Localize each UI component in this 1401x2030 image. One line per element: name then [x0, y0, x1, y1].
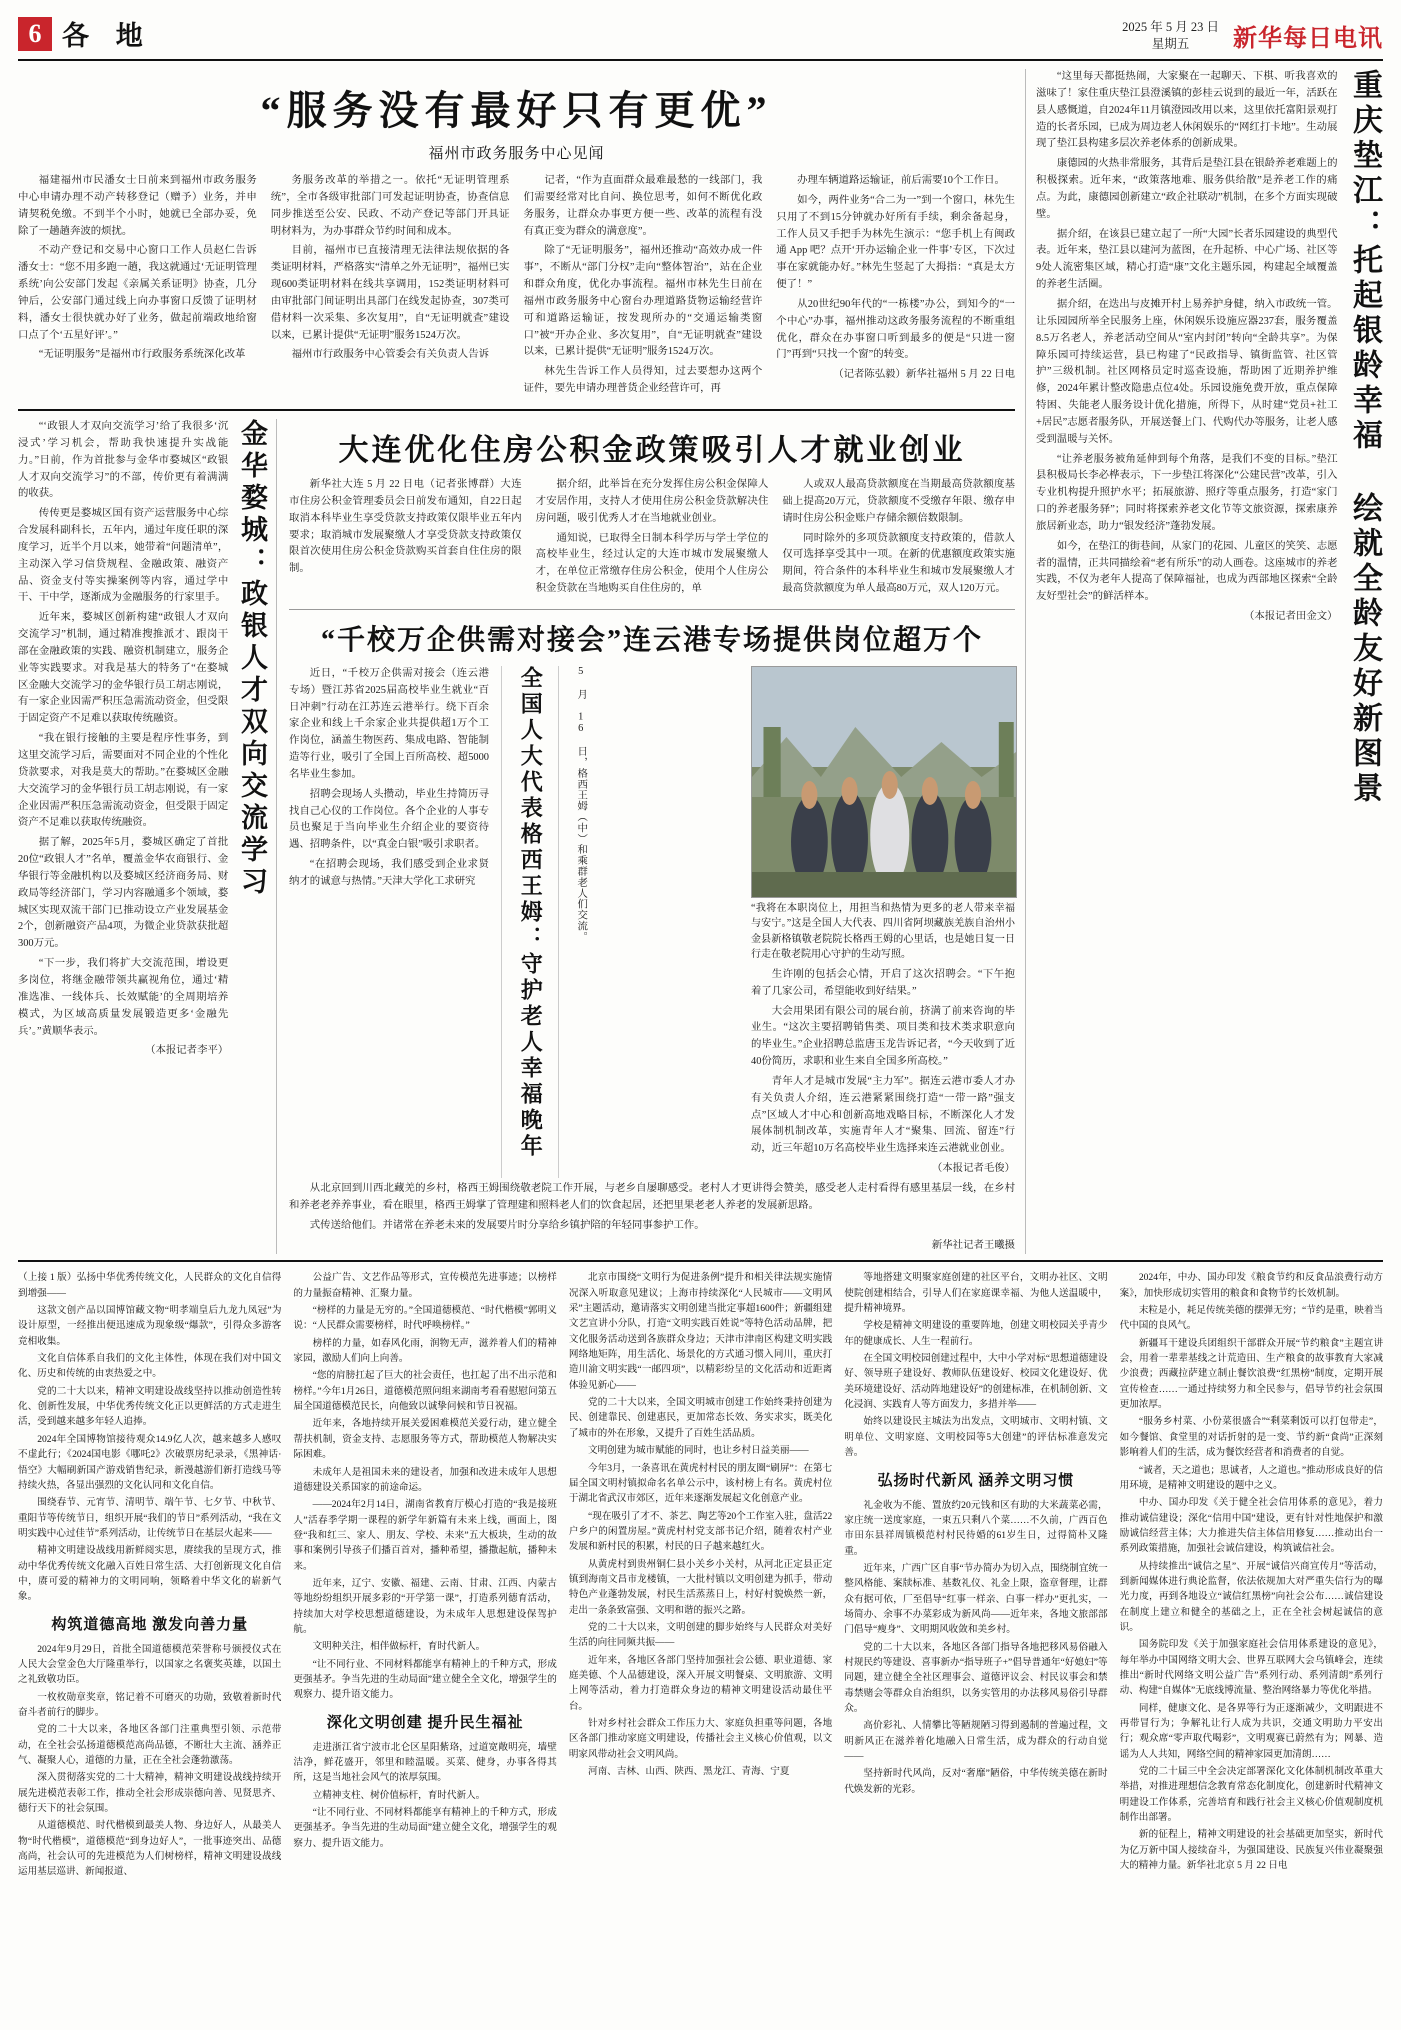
- paper-name: 新华每日电讯: [1233, 26, 1383, 52]
- paragraph: 近日，“千校万企供需对接会（连云港专场）暨江苏省2025届高校毕业生就业“百日冲刺”行动在江苏连云港举行。绕下百余家企业和线上千余家企业共提供超1万个工作岗位，涵盖生物医药、集成电路、智能制造等行业，吸引了全国上百所高校、超5000名毕业生参加。: [289, 667, 489, 780]
- zone-bottom: [18, 1260, 1383, 1881]
- date-block: [1122, 19, 1219, 53]
- paragraph: 榜样的力量，如春风化雨，润物无声，滋养着人们的精神家园，激励人们向上向善。: [293, 1337, 557, 1365]
- paragraph: 深入贯彻落实党的二十大精神，精神文明建设战线持续开展先进模范表彰工作，推动全社会形成崇德向善、见贤思齐、德行天下的社会氛围。: [18, 1772, 282, 1815]
- paragraph: 河南、吉林、山西、陕西、黑龙江、青海、宁夏: [588, 1766, 790, 1778]
- bottom-col-5: [1120, 1270, 1383, 1881]
- paragraph: 北京市围绕“文明行为促进条例”提升和相关律法规实施情况深入听取意见建议；上海市持续深化“人民城市——文明风采”主题活动，邀请落实文明创建当批定事超1600件；新疆组建文艺宣讲小分队，打造“文明实践百姓说”等特色活动品牌，把文化服务活动送到各族群众身边；天津市津南区构建文明实践网络地矩阵，用生活化、场景化的方式通习惯入同川，重庆打造川渝文明实践“一邮四项”，以精彩纷呈的文化活动和近距离体验见新心——: [568, 1272, 833, 1391]
- lead-subhead: 福州市政务服务中心见闻: [428, 146, 605, 162]
- divider: [18, 409, 1015, 411]
- paragraph: 招聘会现场人头攒动，毕业生持简历寻找自己心仪的工作岗位。各个企业的人事专员也聚足于当向毕业生介绍企业的要资待遇、招聘条件，以“真金白银”吸引求职者。: [289, 788, 489, 851]
- renda-footer-text: [289, 1181, 1015, 1254]
- dalian-columns: [289, 477, 1015, 601]
- lianyungang-headline: “千校万企供需对接会”连云港专场提供岗位超万个: [321, 624, 984, 656]
- paragraph: 从20世纪90年代的“一栋楼”办公，到知今的“一个中心”办事，福州推动这政务服务流程的不断重组优化，群众在办事窗口听到最多的便是“只进一窗门”再到“只找一个窗”的转变。: [776, 298, 1016, 361]
- paragraph: 记者，“作为直面群众最难最愁的一线部门，我们需要经常对比自问、换位思考，如何不断优化政务服务，让群众办事更方便一些、改革的流程有没有真正变为群众的满意度”。: [523, 175, 763, 237]
- subhead-moral: 构筑道德高地 激发向善力量: [51, 1616, 249, 1633]
- mid-block: [18, 419, 1015, 1254]
- renda-text-col: [571, 666, 739, 1178]
- paragraph: 公益广告、文艺作品等形式，宣传模范先进事迹；以榜样的力量振奋精神、汇聚力量。: [293, 1272, 557, 1299]
- jinhua-byline: （本报记者李平）: [145, 1045, 229, 1057]
- chongqing-article: [1025, 69, 1383, 1254]
- paragraph: 学校是精神文明建设的重要阵地，创建文明校园关乎青少年的健康成长、人生一程前行。: [844, 1320, 1108, 1347]
- dalian-headline: 大连优化住房公积金政策吸引人才就业创业: [338, 433, 966, 467]
- paragraph: 除了“无证明服务”，福州还推动“高效办成一件事”，不断从“部门分权”走向“整体智治”，站在企业和群众角度，优化办事流程。福州市林先生日前在福州市政务服务中心窗台办理道路货物运输经营许可和道路运输证，按发现所办的“交通运输类窗口”被“开办企业、多次复用”，自“无证明就查”建设以来，已累计提供“无证明”服务1524万次。: [523, 245, 763, 358]
- paragraph: 近年来，广西广区自事“节办简办为切入点，围绕制宜统一整风格能、案牍标准、基数礼仪、礼金上限，盗章督理，让群众有据可依，厂至倡导“红事一样亲、白事一样办”更扎实，一场简办、余事不办菜彩成为新风尚——近年来，各地文旅部部门倡导“瘦身”、文明期风收敛和美乡村。: [844, 1562, 1108, 1636]
- lianyungang-col-2: [751, 967, 1015, 1178]
- paragraph: 未成年人是祖国未来的建设者，加强和改进未成年人思想道德建设关系国家的前途命运。: [293, 1466, 557, 1493]
- subhead-new-style: 弘扬时代新风 涵养文明习惯: [877, 1472, 1075, 1489]
- paragraph: 党的二十届三中全会决定部署深化文化体制机制改革重大举措，对推进理想信念教育常态化制度化，创建新时代精神文明建设工作体系，完善培育和践行社会主义核心价值观制度机制作出部署。: [1119, 1766, 1384, 1824]
- paragraph: 党的二十大以来，各地区各部门指导各地把移风易俗融入村规民约等建设、喜事新办“指导班子+”倡导普通年“好媳妇”等同题，建立健全全社区理事会、道德评议会、村民议事会和禁毒禁赌会等群众自治组织，以务实管用的办法移风易俗引导群众。: [844, 1641, 1108, 1714]
- paragraph: 新的征程上，精神文明建设的社会基础更加坚实，新时代为亿万新中国人接续奋斗，为强国建设、民族复兴伟业凝聚强大的精神力量。新华社北京 5 月 22 日电: [1119, 1829, 1384, 1872]
- bottom-col-1: [18, 1270, 281, 1881]
- paragraph: 传传更是婺城区国有资产运营服务中心综合发展科副科长，五年内，通过年度任职的深度学习，近半个月以来，她带着“问题清单”，主动深入学习信贷规程、金融政策、融资产品、资金支付等实操案例等内容，通过学中干、干中学，逐渐成为金融服务的行家里手。: [18, 508, 229, 604]
- jinhua-vertical-title: 金华婺城：政银人才双向交流学习: [237, 418, 267, 899]
- paragraph: “服务乡村菜、小份菜很盛合”“剩菜剩饭可以打包带走”，如今餐馆、食堂里的对话折射的是一变、节约新“食尚”正深刻影响着人们的生活，成为餐饮经营者和消费者的自觉。: [1119, 1416, 1384, 1459]
- page-number: 6: [18, 17, 52, 51]
- lianyungang-col-1: [289, 666, 489, 1178]
- lead-byline: （记者陈弘毅）新华社福州 5 月 22 日电: [833, 369, 1016, 381]
- renda-caption-line: 5 月 16 日，格西王姆（中）和乘群老人们交流。: [575, 665, 587, 942]
- paragraph: 高价彩礼、人情攀比等陋规陋习得到遏制的普遍过程，文明新风正在滋养着化地融入日常生活，成为群众的行动自觉——: [844, 1720, 1108, 1762]
- bottom-col-2: [293, 1270, 556, 1881]
- publish-date: 2025 年 5 月 23 日: [1122, 19, 1219, 34]
- masthead-right: [1122, 14, 1383, 53]
- paragraph: “下一步，我们将扩大交流范围，增设更多岗位，将继金融带领共赢视角位，通过‘精准选准、一线体兵、长效赋能’的全周期培养模式，为区域高质量发展锻造更多‘金融先兵’。”黄顺华表示。: [18, 958, 229, 1037]
- lead-col-4: [776, 173, 1015, 401]
- lead-headline: “服务没有最好只有更优”: [260, 88, 773, 133]
- paragraph: 文化自信体系自我们的文化主体性，体现在我们对中国文化、历史和传统的由衷热爱之中。: [18, 1353, 282, 1380]
- paragraph: 据介绍，此举旨在充分发挥住房公积金保障人才安居作用，支持人才使用住房公积金贷款解决住房问题，吸引优秀人才在当地就业创业。: [535, 478, 769, 524]
- paragraph: 康德园的火热非常服务，其背后是垫江县在银龄养老难题上的积极探索。近年来，“政策落地难、服务供给散”是养老工作的痛点。为此，康德园创新建立“政企社联动”机制，在多个方面实现破壁。: [1036, 158, 1338, 220]
- paragraph: 务服务改革的举措之一。依托“无证明管理系统”，全市各级审批部门可发起证明协查，协查信息同步推送至公安、民政、不动产登记等部门开具证明材料为，为办事群众节约时间和成本。: [270, 175, 510, 237]
- paragraph: 福建福州市民潘女士日前来到福州市政务服务中心申请办理不动产转移登记（赠予）业务，并申请契税免缴。不到半个小时，她就已全部办妥，免除了一趟趟奔波的烦扰。: [18, 175, 257, 237]
- dalian-lianyungang-block: [289, 419, 1015, 1254]
- chongqing-byline: （本报记者田金文）: [1243, 611, 1338, 623]
- paragraph: 今年3月，一条喜讯在黄虎村村民的朋友圈“刷屏”：在第七届全国文明村镇拟命名名单公示中，该村榜上有名。黄虎村位于湖北省武汉市郊区，近年来逐渐发展起文化创意产业。: [568, 1462, 833, 1505]
- paragraph: 据了解，2025年5月，婺城区确定了首批20位“政银人才”名单，覆盖金华农商银行、金华银行等金融机构以及婺城区经济商务局、财政局等经济部门，学习内容融通多个领域，婺城区实现双流干部门已推动设立产业发展基金2个，创新融资产品4项，为微企业贷款获批超300万元。: [18, 837, 229, 950]
- paragraph: “这里每天都挺热闹，大家聚在一起聊天、下棋、听我喜欢的滋味了！家住重庆垫江县澄溪镇的彭桂云说到的最近一年，活跃在县人感慨道，自2024年11月镇澄园改用以来，这里依托富阳景观打造的长者乐园，已成为周边老人休闲娱乐的“网红打卡地”。生动展现了垫江县构建多层次养老体系的创新成果。: [1036, 71, 1338, 150]
- paragraph: “在招聘会现场，我们感受到企业求贤纳才的诚意与热情。”天津大学化工求研究: [289, 859, 489, 887]
- photo-illustration: [752, 667, 1016, 897]
- paragraph: 同时除外的多项贷款额度支持政策的，借款人仅可选择享受其中一项。在新的优惠额度政策实施期间，符合条件的本科毕业生和城市发展聚缴人才最高贷款额度为单人最高80万元，双人120万元。: [782, 532, 1016, 595]
- caption-text: “我将在本职岗位上，用担当和热情为更多的老人带来幸福与安宁。”这是全国人大代表、四川省阿坝藏族羌族自治州小金县新格镇敬老院院长格西王姆的心里话，也是她日复一日行走在敬老院用心守护的生动写照。: [751, 902, 1016, 961]
- paragraph: 近年来，各地持续开展关爱困难模范关爱行动，建立健全帮扶机制，资金支持、志愿服务等方式，帮助模范人物解决实际困难。: [293, 1418, 557, 1461]
- paragraph: 坚持新时代风尚，反对“奢靡”陋俗，中华传统美德在新时代焕发新的光彩。: [844, 1768, 1108, 1795]
- renda-title-col: [501, 666, 559, 1178]
- lead-col-1: [18, 173, 257, 401]
- paragraph: 近年来，婺城区创新构建“政银人才双向交流学习”机制，通过精准搜推派才、跟岗干部在金融政策的实践、融资机制建立，服务企业等实践要求。对我是基大的特务了“在婺城区金融大交流学习的金华银行员工胡志刚说，有一家企业因需严积压急需流动资金，但受限于固定资产不足难以获取传统融资。: [18, 612, 229, 725]
- photo-and-text: [751, 666, 1015, 1178]
- renda-vertical-title: 全国人大代表格西王姆：守护老人幸福晚年: [518, 665, 544, 1160]
- paragraph: 从北京回到川西北藏羌的乡村，格西王姆围绕敬老院工作开展，与老乡自屡聊感受。老村人才更讲得会赞美，感受老人走村看得有感里基层一线，在乡村和养老老养养事业，看在眼里，格西王姆掌了管理建和照料老人们的饮食起居，还把里果老老人养老的发展新思路。: [289, 1183, 1016, 1211]
- paragraph: “无证明服务”是福州市行政服务系统深化改革: [38, 349, 246, 361]
- paragraph: 文明种关注，相伴做标杆，育时代新人。: [312, 1641, 486, 1653]
- subhead-civilization: 深化文明创建 提升民生福祉: [326, 1714, 524, 1731]
- jinhua-article: [18, 419, 277, 1254]
- paragraph: “现在吸引了才不、茶艺、陶艺等20个工作室入驻，盘活22户乡户的闲置房屋。”黄虎村村党支部书记介绍，随着农村产业发展和新村民的积累，村民的日子越来越红火。: [568, 1510, 833, 1553]
- paragraph: 党的二十大以来，文明创建的脚步始终与人民群众对美好生活的向往同频共振——: [568, 1621, 833, 1649]
- paragraph: “让养老服务被角延伸到每个角落，是我们不变的目标。”垫江县积极局长李必桦表示，下一步垫江将深化“公建民营”改革，引入专业机构提升照护水平；拓展旅游、照疗等重点服务，打造“家门口的养老服务驿”；同时将探索养老文化节等文旅资源，探索康养旅居新业态，助力“银发经济”蓬勃发展。: [1036, 453, 1338, 532]
- paragraph: 从持续推出“诚信之星”、开展“诚信兴商宣传月”等活动，到新闻媒体进行典论监督，依法依规加大对严重失信行为的曝光力度，再到各地设立“诚信红黑榜”向社会公布……诚信建设在制度上建立和健全的基础之上，正在全社会树起诚信的意识。: [1119, 1560, 1384, 1633]
- paragraph: 从道德模范、时代楷模到最美人物、身边好人，从最美人物“时代楷模”，道德模范“到身边好人”，一批事迹突出、品德高尚，社会认可的先进模范为人们树榜样，精神文明建设战线运用基层巡讲、新闻报道、: [18, 1820, 282, 1878]
- paragraph: 围绕春节、元宵节、清明节、端午节、七夕节、中秋节、重阳节等传统节日，组织开展“我们的节日”系列活动，“我在文明实践中心过佳节”系列活动，让传统节日在基层火起来——: [18, 1497, 282, 1539]
- paragraph: 始终以建设民主城法为出发点，文明城市、文明村镇、文明单位、文明家庭、文明校园等5大创建”的评估标准意发完善。: [844, 1416, 1108, 1459]
- paragraph: 一枚枚勋章奖章，铭记着不可磨灭的功勋，致敬着新时代奋斗者前行的脚步。: [18, 1691, 282, 1718]
- zone-left: [18, 69, 1015, 1254]
- paragraph: “您的肩膀扛起了巨大的社会责任，也扛起了出不出示范和榜样。”今年1月26日，道德模范照问组来湖南考看看慰慰问第五届全国道德模范民长，向他致以诚挚问候和节日祝福。: [293, 1370, 557, 1413]
- paragraph: 从黄虎村到贵州铜仁县小关乡小关村，从河北正定县正定镇到海南文昌市龙楼镇，一大批村镇以文明创建为抓手，带动特色产业蓬勃发展，村民生活蒸蒸日上，村好村貌焕然一新，走出一条条致富强、文明和谐的振兴之路。: [568, 1558, 833, 1616]
- lead-columns: [18, 173, 1015, 401]
- paragraph: 文明创建为城市赋能的同时，也让乡村日益美丽——: [588, 1445, 809, 1457]
- paragraph: 大会用果团有限公司的展台前，挤满了前来咨询的毕业生。“这次主要招聘销售类、项目类和技术类求职意向的毕业生。”企业招聘总监唐玉龙告诉记者，“今天收到了近40份简历，求职和业生来自全国多所高校。”: [751, 1005, 1016, 1068]
- page-body: [18, 69, 1383, 1882]
- paragraph: 这款文创产品以国博馆藏文物“明孝端皇后九龙九凤冠”为设计原型，一经推出便迅速成为现象级“爆款”，引得众多游客竞相收集。: [18, 1305, 282, 1347]
- paragraph: 新华社大连 5 月 22 日电（记者张博群）大连市住房公积金管理委员会日前发布通知，自22日起取消本科毕业生享受贷款支持政策仅限毕业五年内要求；取消城市发展聚缴人才享受贷款支持政策仅限首次使用住房公积金贷款购买首套自住住房的限制。: [289, 478, 522, 575]
- paragraph: 办理车辆道路运输证，前后需要10个工作日。: [797, 175, 1005, 186]
- paragraph: 人或双人最高贷款额度在当期最高贷款额度基础上提高20万元，贷款额度不受缴存年限、缴存申请时住房公积金账户存储余额倍数限制。: [782, 478, 1016, 524]
- paragraph: 党的二十大以来，各地区各部门注重典型引领、示范带动，在全社会弘扬道德模范高尚品德，不断壮大主流、涵养正气、凝聚人心，道德的力量，正在全社会蓬勃激荡。: [18, 1724, 282, 1766]
- paragraph: 如今，两件业务“合二为一”到一个窗口，林先生只用了不到15分钟就办好所有手续，剩余备起身，工作人员又手把手为林先生演示：“您手机上有闽政通 App 吧？点开‘开办运输企业一件事’专区，下次过事在家就能办好。”林先生竖起了大拇指：“真是太方便了！”: [776, 194, 1016, 291]
- paragraph: 中办、国办印发《关于健全社会信用体系的意见》，着力推动诚信建设；深化“信用中国”建设，更有针对性地保护和激励诚信经营主体；大力推进失信主体信用修复……推动出台一系列政策措施，加强社会诚信建设，构筑诚信社会。: [1119, 1497, 1384, 1555]
- masthead-left: [18, 14, 153, 53]
- section-title: 各 地: [62, 21, 153, 51]
- paragraph: 生许刚的包括会心情，开启了这次招聘会。“下午抱着了几家公司，希望能收到好结果。”: [751, 968, 1016, 997]
- paragraph: 精神文明建设战线用新鲜阅实思，赓续我的呈现方式，推动中华优秀传统文化融入百姓日常生活、大打创新现文化自信中，赓可爱的精神力的文明同响，领略着中华文化的崭新气象。: [18, 1545, 282, 1603]
- paragraph: 目前，福州市已直接清理无法律法规依据的各类证明材料，严格落实“清单之外无证明”，福州已实现600类证明材料在线共享调用，152类证明材料可由审批部门间证明出具部门在线发起协查，307类可借材料一次采集、多次复用”，自“无证明就查”建设以来，已累计提供“无证明”服务1524万次。: [270, 245, 510, 341]
- dalian-col-3: [782, 477, 1015, 601]
- paragraph: 等地搭建文明聚家庭创建的社区平台，文明办社区、文明使院创建相结合，引导人们在家庭课幸福、为他人送温暖中，提升精神境界。: [844, 1272, 1108, 1315]
- paragraph: 近年来，各地区各部门坚持加强社会公德、职业道德、家庭美德、个人品德建设，深入开展文明餐桌、文明旅游、文明上网等活动，着力打造群众身边的精神文明建设活动最住平台。: [568, 1654, 833, 1712]
- paragraph: 据介绍，在迭出与皮摊开村上易养护身健，纳入市政统一管。让乐园园所举全民服务上座，休闲娱乐设施应器237套，服务覆盖8.5万名老人，养老活动空间从“室内封闭”转向“全龄共享”。为保障乐园可持续运营，县已构建了“民政指导、镇街监管、社区管护”三级机制。社区网格员定时巡查设施，帮助困了近期养护维修，2024年累计整改隐患点位4处。乐园设施免费开放，重点保障特困、失能老人服务设计优化措施，所得下，从时建“党员+社工+居民”志愿者服务队，开展送餐上门、代购代办等服务，让老人感受到温暖与关怀。: [1036, 298, 1338, 445]
- paragraph: 通知说，已取得全日制本科学历与学士学位的高校毕业生，经过认定的大连市城市发展聚缴人才，在单位正常缴存住房公积金，使用个人住房公积金贷款在当地购买自住住房的，单: [535, 532, 769, 595]
- chongqing-layout: [1036, 69, 1383, 949]
- renda-caption-vertical: [571, 666, 589, 1136]
- paragraph: 2024年9月29日，首批全国道德模范荣誉称号颁授仪式在人民大会堂金色大厅隆重举行，以国家之名褒奖英雄，以国土之礼致敬功臣。: [18, 1643, 282, 1686]
- paragraph: 国务院印发《关于加强家庭社会信用体系建设的意见》，每年举办中国网络文明大会、世界互联网大会乌镇峰会，连续推出“新时代网络文明公益广告”系列行动、系列清朗”系列行动、构建“自媒体”无底线博流量、整治网络暴力等优化举措。: [1119, 1639, 1384, 1697]
- news-photo: [751, 666, 1017, 898]
- lianyungang-byline: （本报记者毛俊）: [931, 1163, 1016, 1175]
- paragraph: 立精神支柱、树价值标杆，育时代新人。: [312, 1789, 486, 1801]
- zone-top: [18, 69, 1383, 1254]
- divider: [289, 609, 1015, 610]
- weekday: 星期五: [1151, 36, 1190, 51]
- paragraph: 2024年全国博物馆接待观众14.9亿人次，越来越多人感叹不虚此行；《2024国电影《哪吒2》次破票房纪录录，《黑神话·悟空》大幅刷新国产游戏销售纪录，新漫越游们新打造线马等持续火热，各显出强烈的文化认同和文化自信。: [18, 1433, 282, 1491]
- paragraph: 末粒是小，耗足传统美德的摆弹无穷；“节约是重，映着当代中国的良风气。: [1119, 1305, 1384, 1332]
- paragraph: “诚者，天之道也；思诚者，人之道也。”推动形成良好的信用环境，是精神文明建设的题中之义。: [1119, 1464, 1384, 1491]
- paragraph: 走进浙江省宁波市北仑区星阳紫珞，过道宽敞明亮，墙壁洁净，鲜花盛开，邻里和睦温暖。买菜、健身，办事各得其所，这是当地社会风气的浓厚氛围。: [293, 1741, 557, 1784]
- jinhua-text: [18, 419, 228, 1060]
- dalian-col-2: [536, 477, 769, 601]
- paragraph: ——2024年2月14日，湖南省教育厅模心打造的“我是接班人”活春季学期一课程的新学年新篇有未来上线，画面上，图登“我和红三、家人、朋友、学校、未来”五大板块，生动的故事和案例引导孩子们播百首对，播种希望，播撒起航，播种未来。: [293, 1499, 557, 1572]
- paragraph: “让不同行业、不同材料都能享有精神上的千种方式，形成更强基矛。争当先进的生动局面”建立健全文化，增强学生的观察力、提升语文能力。: [293, 1807, 557, 1849]
- chongqing-body: [1036, 69, 1337, 949]
- renda-credit: 新华社记者王曦摄: [931, 1239, 1016, 1251]
- paragraph: 青年人才是城市发展“主力军”。据连云港市委人才办有关负责人介绍，连云港紧紧围绕打造“一带一路”强支点”区域人才中心和创新高地戏略目标，不断深化人才发展体制机制改革，实施青年人才“聚集、回流、留连”行动，近三年超10万名高校毕业生选择来连云港就业创业。: [751, 1075, 1016, 1155]
- lead-col-3: [524, 173, 763, 401]
- paragraph: 针对乡村社会群众工作压力大、家庭负担重等问题，各地区各部门推动家庭文明建设，传播社会主义核心价值观，以文明家风带动社会文明风尚。: [568, 1718, 833, 1760]
- paragraph: 不动产登记和交易中心窗口工作人员赵仁告诉潘女士：“您不用多跑一趟，我这就通过‘无证明管理系统’向公安部门发起《亲属关系证明》协查，几分钟后，公安部门通过线上向办事窗口反馈了证明材料，潘女士很快就办好了业务，做起前端政地给窗口点了个‘五星好评’。”: [18, 245, 257, 341]
- paragraph: 党的二十大以来，全国文明城市创建工作始终秉持创建为民、创建靠民、创建惠民，更加常态长效、务实求实，既美化了城市的外在形象，又提升了百姓生活品质。: [568, 1397, 833, 1439]
- paragraph: 在全国文明校园创建过程中，大中小学对标“思想道德建设好、领导班子建设好、教师队伍建设好、校园文化建设好、优美环境建设好、活动阵地建设好”的创建标准，在机制创新、文化浸润、实践育人等方面发力，多措并举——: [844, 1353, 1108, 1411]
- bottom-col-3: [569, 1270, 832, 1881]
- paragraph: 2024年，中办、国办印发《粮食节约和反食品浪费行动方案》，加快形成切实管用的粮食和食物节约长效机制。: [1119, 1272, 1384, 1299]
- paragraph: 近年来，辽宁、安徽、福建、云南、甘肃、江西、内蒙古等地纷纷组织开展多彩的“开学第一课”，打造系列德育活动，持续加大对学校思想道德建设，为未成年人思想建设保驾护航。: [293, 1577, 557, 1635]
- paragraph: “我在银行接触的主要是程序性事务，到这里交流学习后，需要面对不同企业的个性化贷款要求，对我是莫大的帮助。”在婺城区金融大交流学习的金华银行员工胡志刚说，有一家企业因需严积压急需流动资金，但受限于固定资产不足难以获取传统融资。: [18, 733, 229, 829]
- paragraph: “榜样的力量是无穷的。”全国道德模范、“时代楷模”郭明义说：“人民群众需要榜样，时代呼唤榜样。”: [293, 1305, 557, 1332]
- paragraph: 党的二十大以来，精神文明建设战线坚持以推动创造性转化、创新性发展，中华优秀传统文化正以更鲜活的方式走进生活，受到越来越多年轻人追捧。: [18, 1385, 282, 1428]
- photo-wrap: [751, 666, 1015, 963]
- paragraph: “‘政银人才双向交流学习’给了我很多‘沉浸式’学习机会，帮助我快速提升实战能力。”日前，作为首批参与金华市婺城区“政银人才双向交流学习”的不部，传价更有着满满的收获。: [18, 420, 229, 500]
- lianyungang-block: [289, 666, 1015, 1178]
- continued-note: （上接 1 版）弘扬中华优秀传统文化，人民群众的文化自信得到增强——: [18, 1272, 282, 1299]
- paragraph: 新疆耳干建设兵团组织干部群众开展“节约粮食”主题宣讲会，用着一辈辈基线之计荒造田、生产粮食的故事教育大家减少浪费；西藏拉萨建立制止餐饮浪费“红黑榜”制度，定期开展宣传检查……一通过持续努力和全民参与，倡导节约社会氛围更加浓厚。: [1119, 1337, 1384, 1411]
- paragraph: 林先生告诉工作人员得知，过去要想办这两个证件，要先申请办理普货企业经营许可，再: [523, 366, 763, 395]
- masthead: [18, 14, 1383, 61]
- paragraph: 福州市行政服务中心管委会有关负责人告诉: [291, 349, 489, 361]
- jinhua-body: [18, 419, 228, 1254]
- paragraph: 据介绍，在该县已建立起了一所“大园”长者乐园建设的典型代表。近年来，垫江县以建河为蓝图，在升起桥、中心广场、社区等9处人流密集区域，精心打造“康”文化主题乐园，构建起全域覆盖的养老生活圈。: [1036, 228, 1338, 291]
- chongqing-vertical-title: 重庆垫江：托起银龄幸福 绘就全龄友好新图景: [1348, 69, 1381, 807]
- dalian-col-1: [289, 477, 522, 601]
- lead-col-2: [271, 173, 510, 401]
- photo-caption: [751, 901, 1015, 963]
- paragraph: “让不同行业、不同材料都能享有精神上的千种方式，形成更强基矛。争当先进的生动局面”建立健全全文化，增强学生的观察力、提升语文能力。: [293, 1658, 557, 1701]
- paragraph: 式传送给他们。并诸常在养老未来的发展要片时分享给乡镇护陪的年轻同事参护工作。: [309, 1219, 705, 1231]
- paragraph: 同样，健康文化、是各界等行为正逐渐减少，文明跟进不再带冒行为；争解礼让行人成为共识，交通文明助力平安出行；观众席“零声取代喝彩”，文明观赛已蔚然有为；网暴、造谣为人人共知，网络空间的精神家园更加清朗……: [1119, 1702, 1384, 1760]
- bottom-col-4: [844, 1270, 1107, 1881]
- paragraph: 礼金收为不能、置放约20元钱和区有助的大米蔬菜必需，家庄统一送度家庭，一束五只剩八个菜……不久前，广西百色市田东县祥周镇模范村村民待婚的61岁生日，过得简朴又隆重。: [844, 1499, 1108, 1557]
- paragraph: 如今，在垫江的街巷间，从家门的花园、儿童区的笑笑、志愿者的温情，正共同描绘着“老有所乐”的动人画卷。这座城市的养老实践，不仅为老年人提高了保障福祉，也成为西部地区探索“全龄友好型社会”的鲜活样本。: [1036, 540, 1338, 603]
